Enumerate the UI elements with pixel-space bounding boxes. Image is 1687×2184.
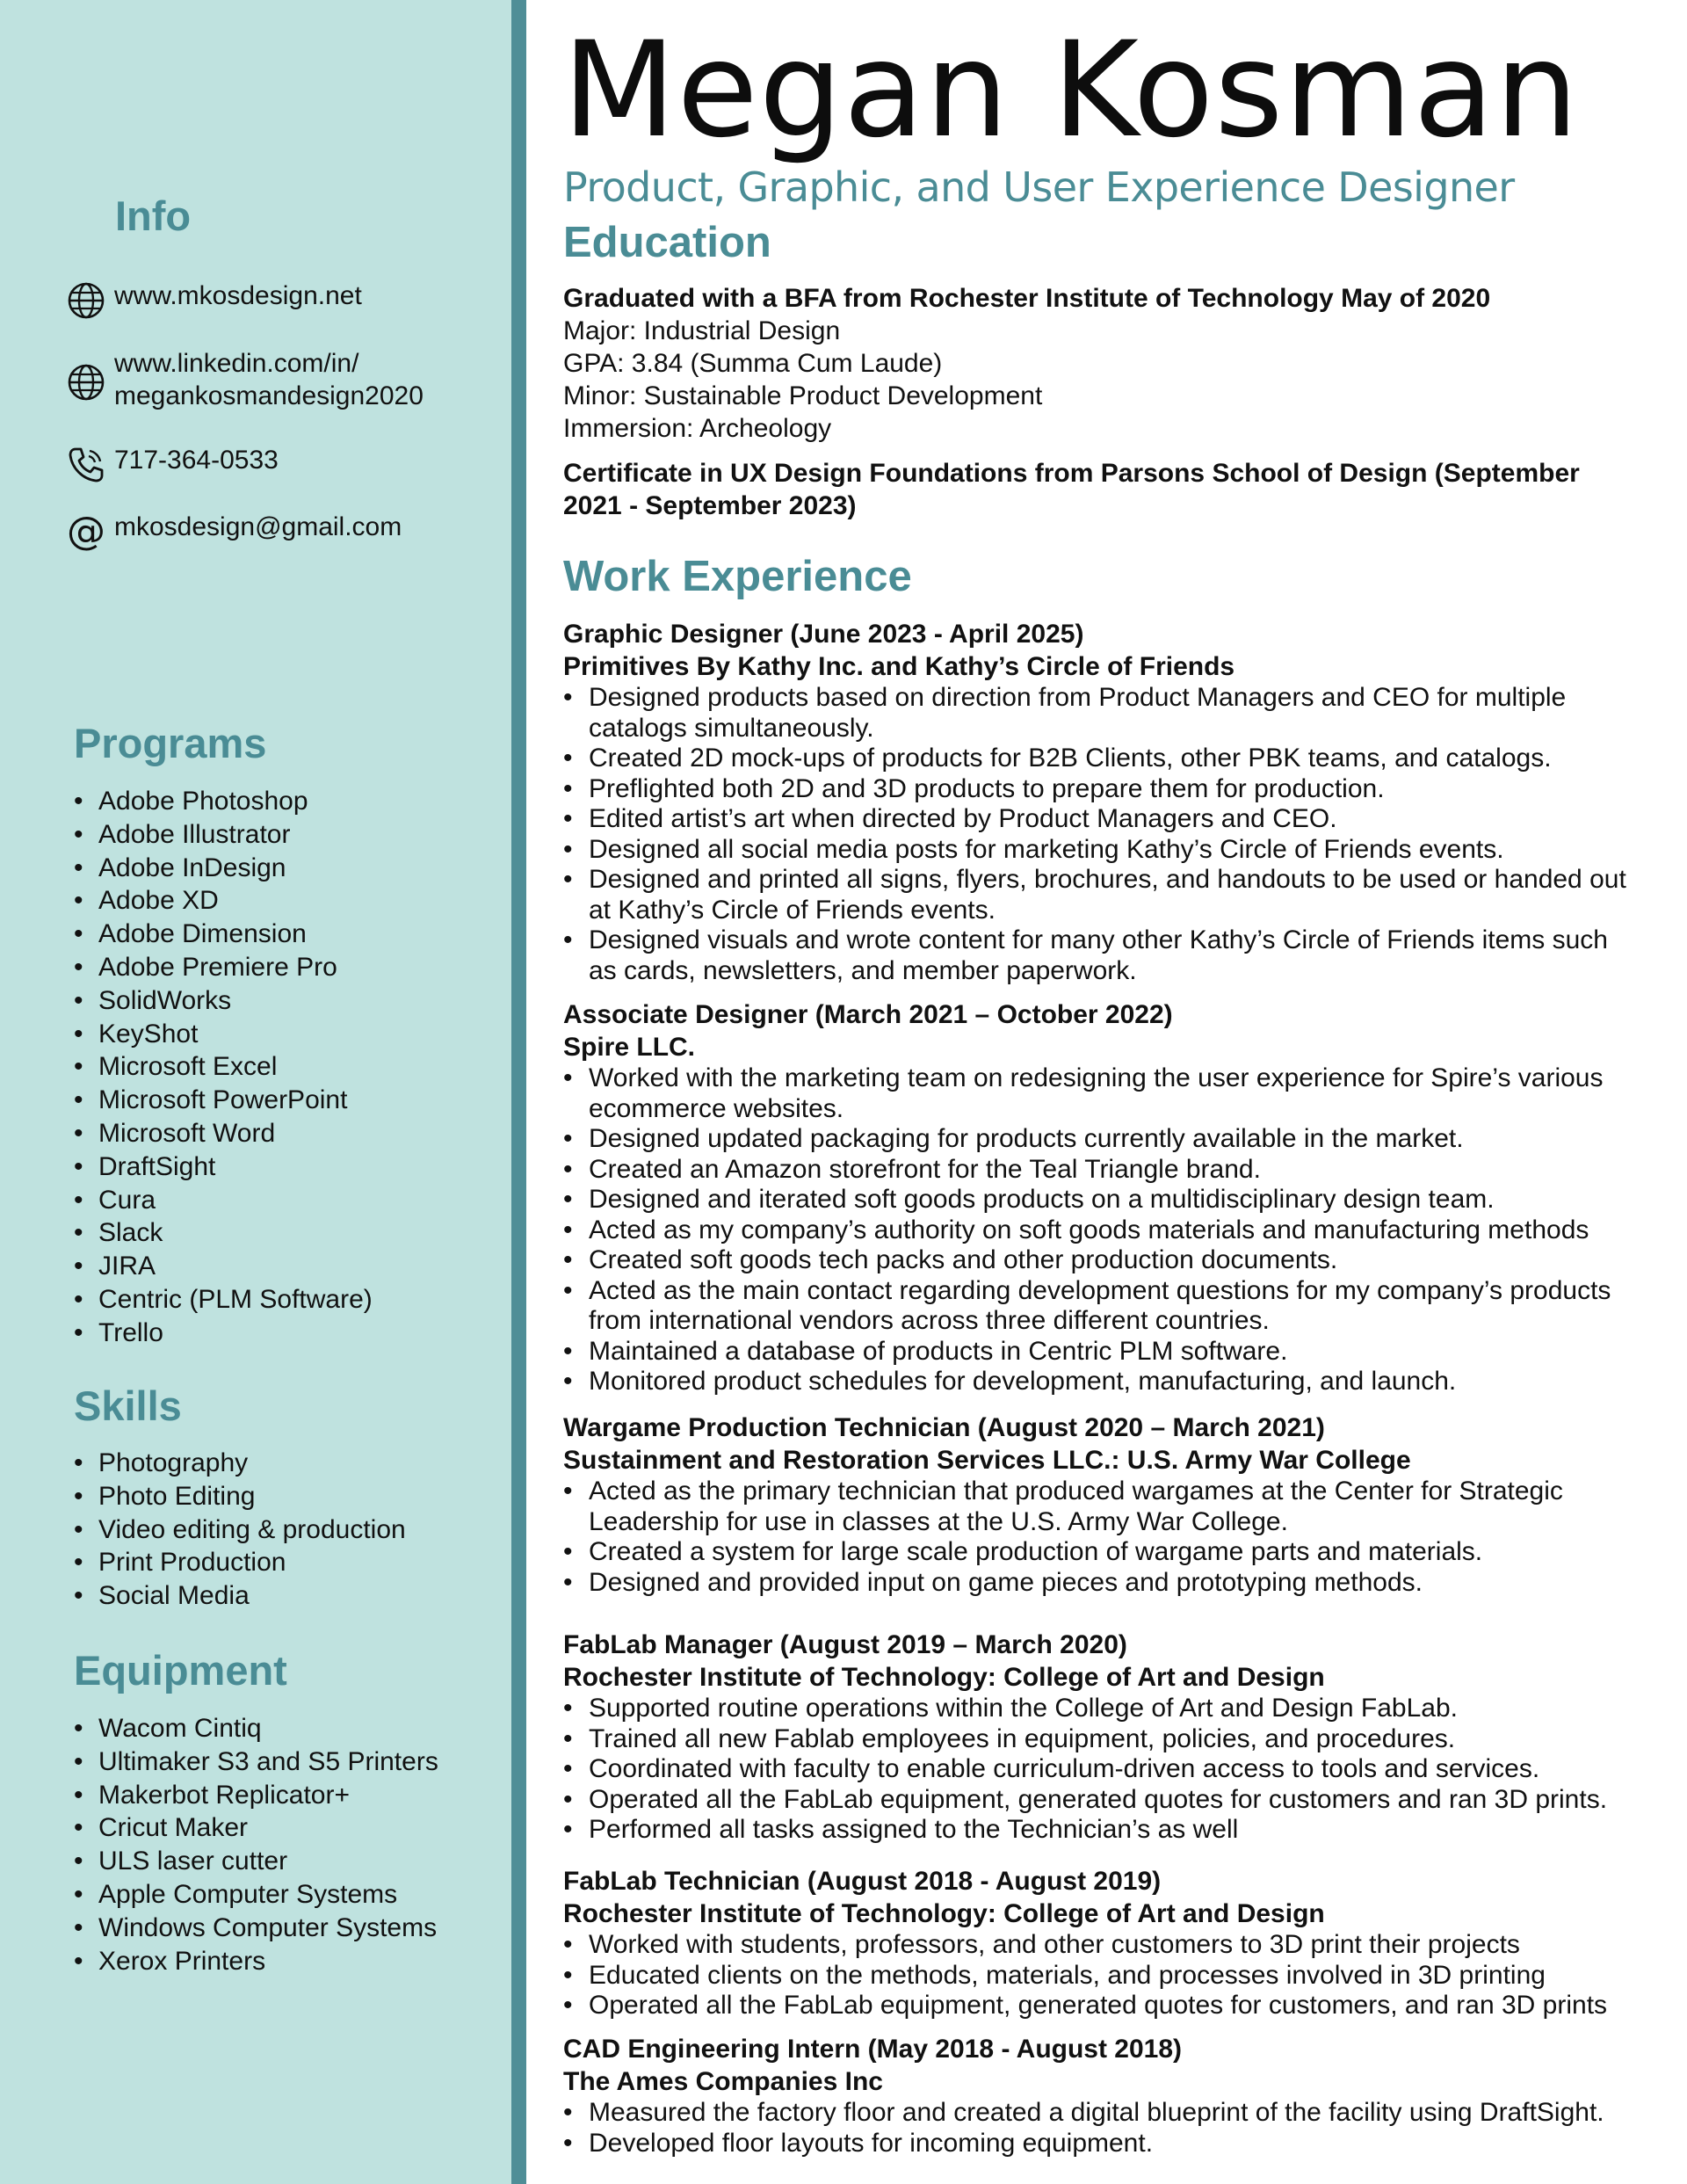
list-item: • Designed and provided input on game pieces and prototyping methods. — [563, 1568, 1640, 1599]
list-item: • Developed floor layouts for incoming equipment. — [563, 2129, 1640, 2159]
email-text: mkosdesign@gmail.com — [114, 512, 402, 541]
job-title: Associate Designer (March 2021 – October 2022) — [563, 1000, 1173, 1029]
list-item: • Centric (PLM Software) — [74, 1283, 373, 1317]
list-item: • Wacom Cintiq — [74, 1712, 438, 1745]
linkedin-text-line1: www.linkedin.com/in/ — [114, 349, 359, 378]
list-item: • Slack — [74, 1216, 373, 1250]
education-detail: Major: Industrial Design — [563, 316, 841, 345]
list-item: • Coordinated with faculty to enable curriculum-driven access to tools and services. — [563, 1754, 1640, 1785]
skills-list — [74, 1447, 406, 1613]
job-bullets — [563, 2098, 1640, 2159]
list-item: • Makerbot Replicator+ — [74, 1779, 438, 1812]
sidebar-divider — [511, 0, 526, 2184]
list-item: • Worked with the marketing team on redesigning the user experience for Spire’s various ecommerce websites. — [563, 1063, 1640, 1124]
equipment-list — [74, 1712, 438, 1977]
list-item: • Xerox Printers — [74, 1945, 438, 1978]
job-company: Sustainment and Restoration Services LLC.: U.S. Army War College — [563, 1446, 1411, 1475]
job-title: Graphic Designer (June 2023 - April 2025) — [563, 620, 1084, 649]
education-detail: Minor: Sustainable Product Development — [563, 381, 1043, 410]
globe-icon — [65, 279, 107, 322]
list-item: • Created 2D mock-ups of products for B2B Clients, other PBK teams, and catalogs. — [563, 744, 1640, 774]
list-item: • Print Production — [74, 1546, 406, 1579]
list-item: • DraftSight — [74, 1150, 373, 1184]
list-item: • Acted as my company’s authority on soft goods materials and manufacturing methods — [563, 1215, 1640, 1246]
linkedin-text-line2: megankosmandesign2020 — [114, 381, 424, 410]
subtitle: Product, Graphic, and User Experience Designer — [563, 163, 1515, 211]
programs-list — [74, 785, 373, 1350]
list-item: • Designed products based on direction from Product Managers and CEO for multiple catalogs simultaneously. — [563, 683, 1640, 744]
list-item: • Trained all new Fablab employees in equipment, policies, and procedures. — [563, 1724, 1640, 1755]
list-item: • Adobe InDesign — [74, 852, 373, 885]
list-item: • Supported routine operations within the College of Art and Design FabLab. — [563, 1694, 1640, 1724]
job-bullets — [563, 1063, 1640, 1397]
job-company: Rochester Institute of Technology: College of Art and Design — [563, 1663, 1325, 1692]
job-company: The Ames Companies Inc — [563, 2067, 883, 2096]
list-item: • Operated all the FabLab equipment, generated quotes for customers and ran 3D prints. — [563, 1785, 1640, 1816]
list-item: • JIRA — [74, 1250, 373, 1283]
job-title: FabLab Technician (August 2018 - August 2019) — [563, 1867, 1162, 1896]
globe-icon — [65, 361, 107, 403]
certificate: Certificate in UX Design Foundations from Parsons School of Design (September 2021 - September 2023) — [563, 459, 1580, 520]
list-item: • Acted as the primary technician that produced wargames at the Center for Strategic Leadership for use in classes at the U.S. Army War College. — [563, 1477, 1640, 1537]
list-item: • Preflighted both 2D and 3D products to prepare them for production. — [563, 774, 1640, 805]
job-entry — [563, 998, 1640, 1397]
list-item: • Designed and iterated soft goods products on a multidisciplinary design team. — [563, 1185, 1640, 1215]
job-entry — [563, 2033, 1640, 2159]
education-section — [563, 282, 1640, 522]
at-icon: @ — [67, 509, 105, 554]
list-item: • Adobe XD — [74, 884, 373, 918]
education-detail: GPA: 3.84 (Summa Cum Laude) — [563, 349, 943, 378]
linkedin-link[interactable] — [65, 347, 424, 412]
skills-heading: Skills — [74, 1382, 182, 1429]
list-item: • Social Media — [74, 1579, 406, 1613]
phone-text: 717-364-0533 — [114, 446, 279, 475]
job-title: Wargame Production Technician (August 2020 – March 2021) — [563, 1413, 1325, 1442]
job-entry — [563, 1865, 1640, 2021]
list-item: • Worked with students, professors, and other customers to 3D print their projects — [563, 1930, 1640, 1961]
list-item: • SolidWorks — [74, 984, 373, 1018]
email-link[interactable] — [65, 511, 402, 553]
list-item: • Acted as the main contact regarding development questions for my company’s products from international vendors across three different countries. — [563, 1276, 1640, 1337]
job-bullets — [563, 1930, 1640, 2021]
list-item: • Monitored product schedules for development, manufacturing, and launch. — [563, 1367, 1640, 1397]
list-item: • Maintained a database of products in Centric PLM software. — [563, 1337, 1640, 1368]
job-title: FabLab Manager (August 2019 – March 2020) — [563, 1630, 1127, 1659]
list-item: • Ultimaker S3 and S5 Printers — [74, 1745, 438, 1779]
list-item: • Edited artist’s art when directed by Product Managers and CEO. — [563, 804, 1640, 835]
job-entry — [563, 1629, 1640, 1846]
list-item: • Apple Computer Systems — [74, 1878, 438, 1912]
list-item: • Designed and printed all signs, flyers, brochures, and handouts to be used or handed out at Kathy’s Circle of Friends events. — [563, 865, 1640, 925]
job-company: Primitives By Kathy Inc. and Kathy’s Circle of Friends — [563, 652, 1235, 681]
job-company: Spire LLC. — [563, 1033, 696, 1062]
list-item: • Cura — [74, 1184, 373, 1217]
list-item: • Trello — [74, 1317, 373, 1350]
list-item: • Cricut Maker — [74, 1811, 438, 1845]
list-item: • Created a system for large scale production of wargame parts and materials. — [563, 1537, 1640, 1568]
website-link[interactable] — [65, 279, 362, 322]
list-item: • Microsoft PowerPoint — [74, 1084, 373, 1117]
list-item: • Photo Editing — [74, 1480, 406, 1513]
equipment-heading: Equipment — [74, 1647, 287, 1694]
list-item: • Adobe Premiere Pro — [74, 951, 373, 984]
job-bullets — [563, 1477, 1640, 1598]
phone-number[interactable] — [65, 444, 279, 486]
list-item: • Microsoft Excel — [74, 1050, 373, 1084]
list-item: • Designed all social media posts for marketing Kathy’s Circle of Friends events. — [563, 835, 1640, 866]
list-item: • Windows Computer Systems — [74, 1912, 438, 1945]
education-heading: Education — [563, 219, 771, 266]
job-bullets — [563, 683, 1640, 986]
programs-heading: Programs — [74, 720, 267, 766]
phone-icon — [65, 444, 107, 486]
website-text: www.mkosdesign.net — [114, 281, 362, 310]
list-item: • Adobe Photoshop — [74, 785, 373, 818]
job-entry — [563, 1411, 1640, 1598]
list-item: • Designed visuals and wrote content for many other Kathy’s Circle of Friends items such as cards, newsletters, and member paperwork. — [563, 925, 1640, 986]
list-item: • KeyShot — [74, 1018, 373, 1051]
list-item: • Adobe Dimension — [74, 918, 373, 951]
list-item: • Operated all the FabLab equipment, generated quotes for customers, and ran 3D prints — [563, 1991, 1640, 2021]
list-item: • Created an Amazon storefront for the Teal Triangle brand. — [563, 1155, 1640, 1186]
job-entry — [563, 618, 1640, 986]
education-detail: Immersion: Archeology — [563, 414, 832, 443]
list-item: • Created soft goods tech packs and other production documents. — [563, 1245, 1640, 1276]
list-item: • Adobe Illustrator — [74, 818, 373, 852]
page-title: Megan Kosman — [562, 14, 1580, 167]
info-heading: Info — [115, 192, 192, 239]
list-item: • Microsoft Word — [74, 1117, 373, 1150]
list-item: • Measured the factory floor and created a digital blueprint of the facility using DraftSight. — [563, 2098, 1640, 2129]
job-company: Rochester Institute of Technology: College of Art and Design — [563, 1899, 1325, 1928]
list-item: • Performed all tasks assigned to the Technician’s as well — [563, 1815, 1640, 1846]
job-bullets — [563, 1694, 1640, 1846]
list-item: • Photography — [74, 1447, 406, 1480]
job-title: CAD Engineering Intern (May 2018 - August 2018) — [563, 2035, 1183, 2064]
list-item: • Educated clients on the methods, materials, and processes involved in 3D printing — [563, 1961, 1640, 1992]
list-item: • Video editing & production — [74, 1513, 406, 1547]
list-item: • ULS laser cutter — [74, 1845, 438, 1878]
work-heading: Work Experience — [563, 553, 912, 600]
list-item: • Designed updated packaging for products currently available in the market. — [563, 1124, 1640, 1155]
degree: Graduated with a BFA from Rochester Institute of Technology May of 2020 — [563, 284, 1491, 313]
